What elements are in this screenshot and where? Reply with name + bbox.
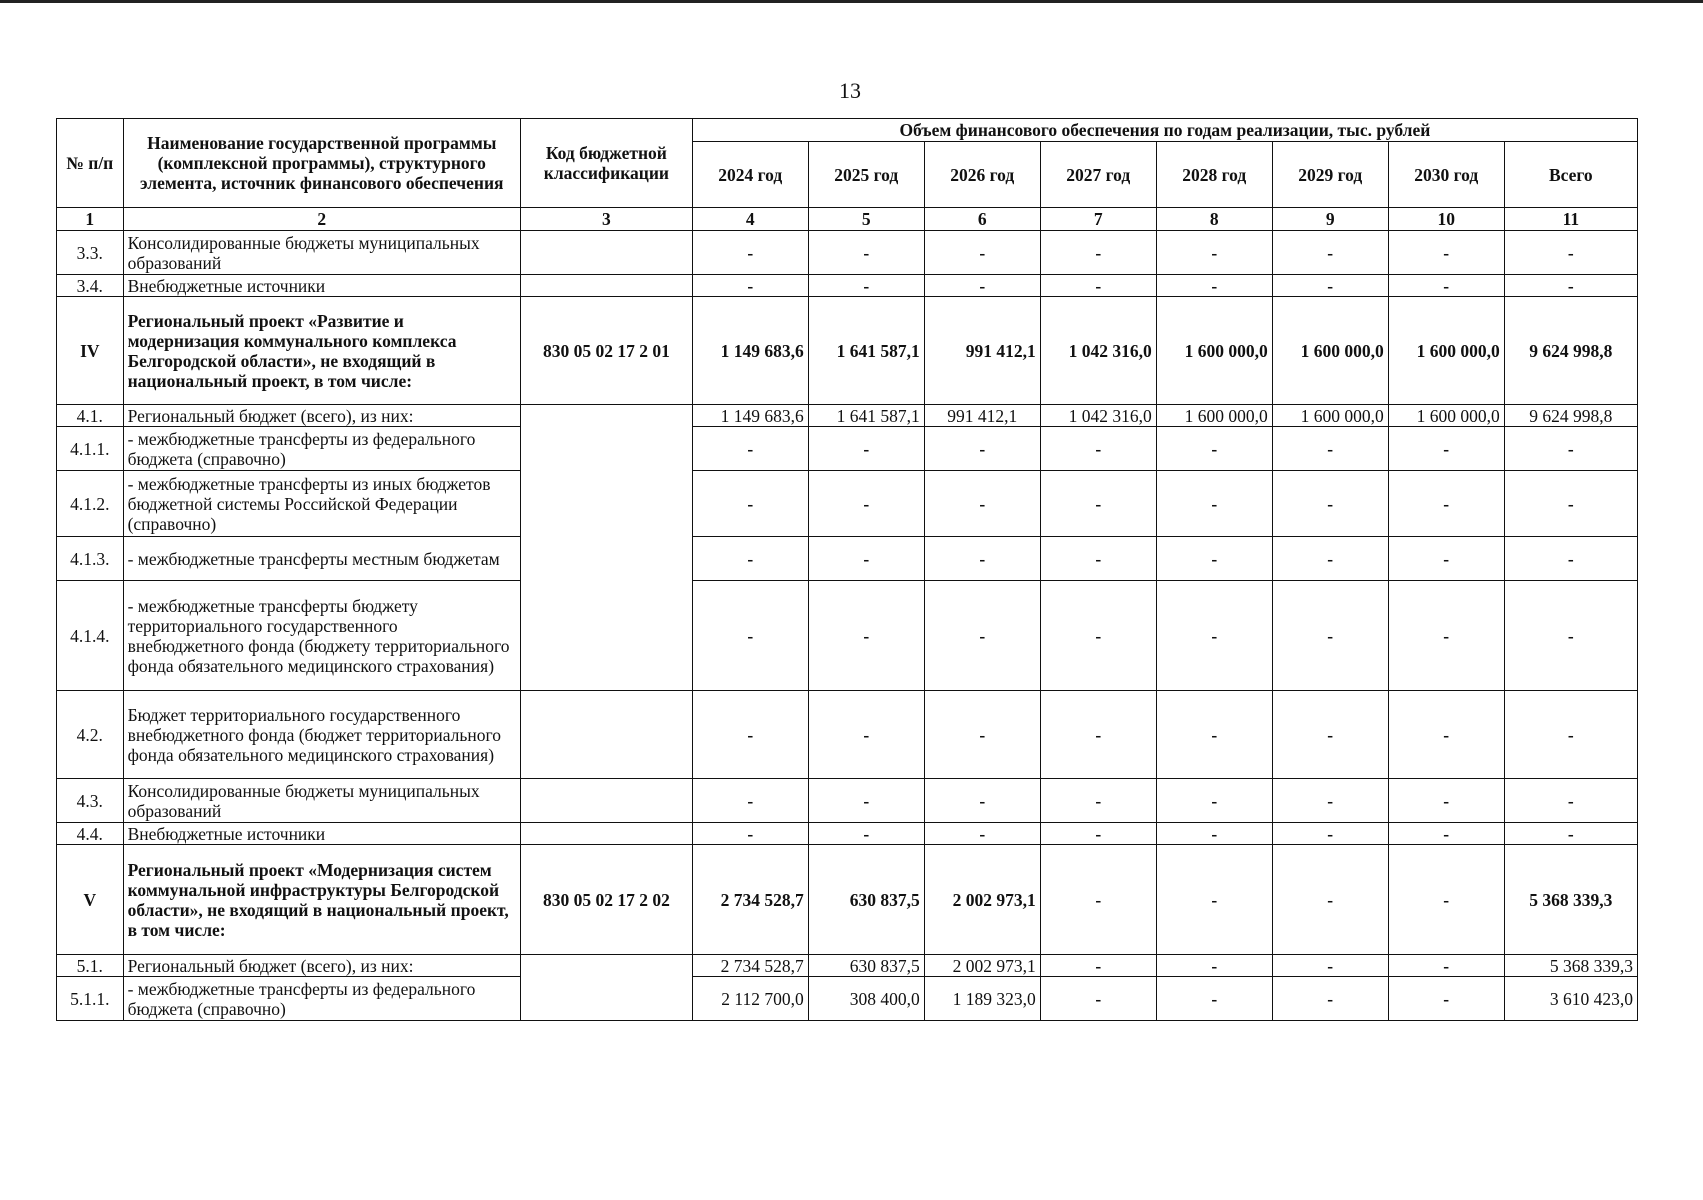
header-name: Наименование государственной программы (комплексной программы), структурного элемента, источник финансового обеспечения [123, 119, 520, 208]
row-name: - межбюджетные трансферты бюджету территориального государственного внебюджетного фонда (бюджету территориального фонда обязательного медицинского страхования) [123, 581, 520, 691]
row-value: - [1504, 581, 1637, 691]
row-code: 830 05 02 17 2 01 [520, 297, 692, 405]
row-num: 4.2. [57, 691, 124, 779]
row-value: - [692, 427, 808, 471]
header-year-2030: 2030 год [1388, 142, 1504, 208]
header-year-2025: 2025 год [808, 142, 924, 208]
row-num: 4.1.1. [57, 427, 124, 471]
table-row [57, 427, 1638, 471]
row-value: - [1040, 275, 1156, 297]
row-value: - [692, 823, 808, 845]
row-value: - [808, 231, 924, 275]
row-value: 1 600 000,0 [1156, 297, 1272, 405]
row-value: - [924, 779, 1040, 823]
header-year-2029: 2029 год [1272, 142, 1388, 208]
row-num: 4.1.3. [57, 537, 124, 581]
row-name: - межбюджетные трансферты из федерального бюджета (справочно) [123, 427, 520, 471]
header-year-2028: 2028 год [1156, 142, 1272, 208]
row-value: 2 112 700,0 [692, 977, 808, 1021]
row-value: - [808, 537, 924, 581]
row-value: - [1040, 231, 1156, 275]
header-code: Код бюджетной классификации [520, 119, 692, 208]
row-value: 1 600 000,0 [1272, 405, 1388, 427]
row-value: - [924, 691, 1040, 779]
row-value: - [808, 471, 924, 537]
row-value: - [808, 275, 924, 297]
row-value: - [1388, 691, 1504, 779]
row-value: - [1388, 955, 1504, 977]
row-num: 5.1. [57, 955, 124, 977]
header-total: Всего [1504, 142, 1637, 208]
row-value: - [1156, 955, 1272, 977]
row-value: - [1040, 977, 1156, 1021]
row-value: - [1504, 823, 1637, 845]
row-value: 1 600 000,0 [1388, 405, 1504, 427]
row-value: - [924, 537, 1040, 581]
header-year-2026: 2026 год [924, 142, 1040, 208]
row-value: 1 641 587,1 [808, 405, 924, 427]
row-value: - [1156, 779, 1272, 823]
row-value: - [808, 581, 924, 691]
row-code-empty [520, 691, 692, 779]
header-index-cell: 4 [692, 208, 808, 231]
row-num: 4.1.4. [57, 581, 124, 691]
header-index-cell: 2 [123, 208, 520, 231]
row-value: - [1156, 845, 1272, 955]
header-row-top [57, 119, 1638, 142]
row-value: - [1156, 581, 1272, 691]
row-code-empty-merged [520, 405, 692, 691]
row-value: - [692, 779, 808, 823]
row-name: - межбюджетные трансферты из федерального бюджета (справочно) [123, 977, 520, 1021]
row-value: 3 610 423,0 [1504, 977, 1637, 1021]
page-number: 13 [839, 78, 861, 103]
table-row-project [57, 845, 1638, 955]
row-value: - [924, 823, 1040, 845]
row-num: 5.1.1. [57, 977, 124, 1021]
row-value: - [924, 581, 1040, 691]
row-name: Региональный бюджет (всего), из них: [123, 955, 520, 977]
row-value: 991 412,1 [924, 297, 1040, 405]
row-value: - [692, 537, 808, 581]
row-value: - [1504, 427, 1637, 471]
row-num: 3.4. [57, 275, 124, 297]
row-value: - [808, 823, 924, 845]
row-value: - [1272, 823, 1388, 845]
row-value: - [1272, 977, 1388, 1021]
row-value: - [692, 275, 808, 297]
header-index-cell: 1 [57, 208, 124, 231]
row-value: 1 149 683,6 [692, 405, 808, 427]
row-value: 2 002 973,1 [924, 955, 1040, 977]
row-value: 5 368 339,3 [1504, 955, 1637, 977]
header-index-cell: 11 [1504, 208, 1637, 231]
table-row [57, 691, 1638, 779]
row-value: - [924, 427, 1040, 471]
row-value: 9 624 998,8 [1504, 297, 1637, 405]
row-value: - [1040, 779, 1156, 823]
row-value: 630 837,5 [808, 955, 924, 977]
table-row [57, 581, 1638, 691]
row-value: 991 412,1 [924, 405, 1040, 427]
header-index-row [57, 208, 1638, 231]
table-row [57, 779, 1638, 823]
row-name: Региональный бюджет (всего), из них: [123, 405, 520, 427]
row-value: - [1156, 823, 1272, 845]
row-value: - [1156, 231, 1272, 275]
row-name: Внебюджетные источники [123, 823, 520, 845]
row-value: - [1504, 275, 1637, 297]
row-value: - [1156, 977, 1272, 1021]
row-value: - [1040, 845, 1156, 955]
table-row [57, 231, 1638, 275]
row-value: - [1272, 231, 1388, 275]
row-value: - [1388, 779, 1504, 823]
header-index-cell: 6 [924, 208, 1040, 231]
row-value: - [692, 231, 808, 275]
row-name: Консолидированные бюджеты муниципальных образований [123, 779, 520, 823]
table-row [57, 275, 1638, 297]
row-value: 1 042 316,0 [1040, 405, 1156, 427]
row-value: - [1156, 537, 1272, 581]
header-index-cell: 10 [1388, 208, 1504, 231]
table-row [57, 405, 1638, 427]
table-row [57, 823, 1638, 845]
row-num: IV [57, 297, 124, 405]
row-value: - [924, 471, 1040, 537]
row-value: - [1388, 231, 1504, 275]
row-value: - [1040, 427, 1156, 471]
row-value: - [808, 691, 924, 779]
row-name: - межбюджетные трансферты местным бюджетам [123, 537, 520, 581]
row-value: 1 042 316,0 [1040, 297, 1156, 405]
header-year-2024: 2024 год [692, 142, 808, 208]
row-value: - [1388, 275, 1504, 297]
header-index-cell: 9 [1272, 208, 1388, 231]
row-value: - [1040, 471, 1156, 537]
row-value: 1 149 683,6 [692, 297, 808, 405]
row-value: 2 734 528,7 [692, 845, 808, 955]
row-value: - [1040, 823, 1156, 845]
row-value: 1 189 323,0 [924, 977, 1040, 1021]
row-value: - [1272, 471, 1388, 537]
row-num: 4.4. [57, 823, 124, 845]
row-value: - [1504, 231, 1637, 275]
table-row [57, 471, 1638, 537]
financing-table [56, 118, 1638, 1021]
row-value: - [1272, 427, 1388, 471]
row-value: - [1388, 823, 1504, 845]
row-num: 4.3. [57, 779, 124, 823]
row-value: - [1504, 471, 1637, 537]
row-value: - [1504, 537, 1637, 581]
row-value: - [1040, 581, 1156, 691]
row-value: - [1388, 537, 1504, 581]
row-value: - [808, 779, 924, 823]
row-value: - [692, 581, 808, 691]
row-code: 830 05 02 17 2 02 [520, 845, 692, 955]
header-index-cell: 3 [520, 208, 692, 231]
row-value: - [1040, 955, 1156, 977]
row-num: 4.1. [57, 405, 124, 427]
row-value: - [1388, 427, 1504, 471]
row-code-empty [520, 231, 692, 275]
header-index-cell: 8 [1156, 208, 1272, 231]
row-code-empty [520, 275, 692, 297]
row-value: - [1272, 845, 1388, 955]
row-value: - [924, 231, 1040, 275]
row-num: 4.1.2. [57, 471, 124, 537]
row-value: - [1040, 537, 1156, 581]
row-value: - [808, 427, 924, 471]
row-value: - [692, 471, 808, 537]
row-value: - [1272, 537, 1388, 581]
row-value: - [1156, 275, 1272, 297]
table-row [57, 977, 1638, 1021]
row-value: 308 400,0 [808, 977, 924, 1021]
row-value: - [1388, 471, 1504, 537]
row-value: - [1272, 581, 1388, 691]
row-num: V [57, 845, 124, 955]
row-value: - [924, 275, 1040, 297]
row-name: Внебюджетные источники [123, 275, 520, 297]
row-value: 1 600 000,0 [1156, 405, 1272, 427]
row-value: - [1272, 691, 1388, 779]
row-value: 1 600 000,0 [1388, 297, 1504, 405]
row-name: Региональный проект «Модернизация систем коммунальной инфраструктуры Белгородской области», не входящий в национальный проект, в том числе: [123, 845, 520, 955]
row-value: 630 837,5 [808, 845, 924, 955]
row-name: Бюджет территориального государственного внебюджетного фонда (бюджет территориального фонда обязательного медицинского страхования) [123, 691, 520, 779]
row-value: - [1504, 779, 1637, 823]
row-value: 9 624 998,8 [1504, 405, 1637, 427]
header-year-2027: 2027 год [1040, 142, 1156, 208]
row-value: - [1272, 955, 1388, 977]
header-num: № п/п [57, 119, 124, 208]
table-row [57, 537, 1638, 581]
row-code-empty [520, 823, 692, 845]
row-value: - [1388, 845, 1504, 955]
row-value: - [1156, 471, 1272, 537]
row-num: 3.3. [57, 231, 124, 275]
row-value: - [1504, 691, 1637, 779]
row-name: - межбюджетные трансферты из иных бюджетов бюджетной системы Российской Федерации (справочно) [123, 471, 520, 537]
row-value: - [692, 691, 808, 779]
header-index-cell: 7 [1040, 208, 1156, 231]
header-index-cell: 5 [808, 208, 924, 231]
row-value: - [1156, 691, 1272, 779]
table-row [57, 955, 1638, 977]
row-value: - [1272, 779, 1388, 823]
row-value: - [1388, 977, 1504, 1021]
top-border-line [0, 0, 1703, 3]
row-value: 1 641 587,1 [808, 297, 924, 405]
row-value: 5 368 339,3 [1504, 845, 1637, 955]
table-row-project [57, 297, 1638, 405]
row-code-empty [520, 779, 692, 823]
row-value: 2 002 973,1 [924, 845, 1040, 955]
row-value: - [1040, 691, 1156, 779]
row-name: Региональный проект «Развитие и модернизация коммунального комплекса Белгородской области», не входящий в национальный проект, в том числе: [123, 297, 520, 405]
row-code-empty-merged [520, 955, 692, 1021]
row-value: - [1272, 275, 1388, 297]
row-value: - [1388, 581, 1504, 691]
row-value: - [1156, 427, 1272, 471]
row-value: 2 734 528,7 [692, 955, 808, 977]
header-volume: Объем финансового обеспечения по годам реализации, тыс. рублей [692, 119, 1637, 142]
row-value: 1 600 000,0 [1272, 297, 1388, 405]
row-name: Консолидированные бюджеты муниципальных образований [123, 231, 520, 275]
